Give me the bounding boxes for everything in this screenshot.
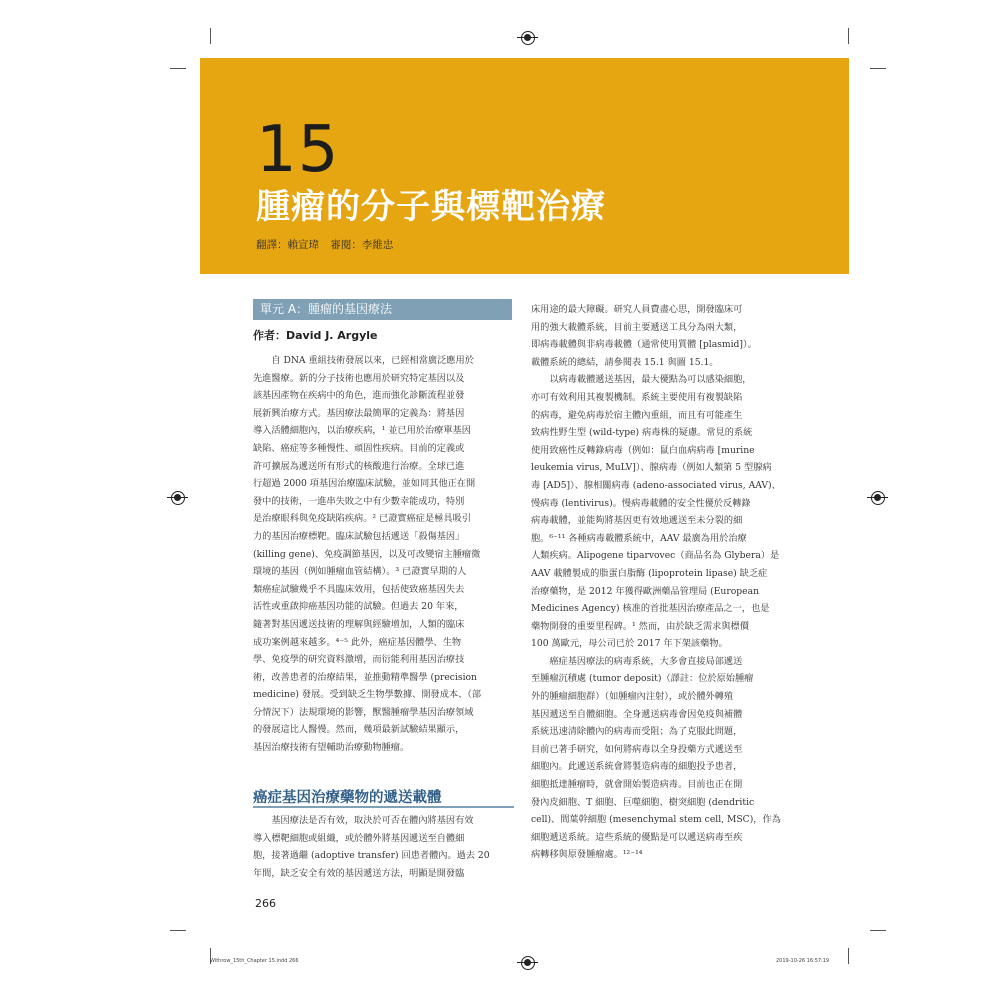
text-line: 人類疾病。Alipogene tiparvovec（商品名為 Glybera）是 [531, 550, 780, 562]
section-divider [253, 806, 514, 808]
author-line: 作者：David J. Argyle [253, 329, 378, 342]
text-line: (killing gene)、免疫調節基因，以及可改變宿主腫瘤微 [253, 548, 481, 560]
text-line: 許可擴展為遞送所有形式的核酸進行治療。全球已進 [253, 460, 465, 472]
text-line: 類癌症試驗幾乎不具臨床效用，包括使致癌基因失去 [253, 583, 465, 595]
text-line: 胞。⁶⁻¹¹ 各種病毒載體系統中，AAV 最廣為用於治療 [531, 532, 747, 544]
text-line: 缺陷、癌症等多種慢性、頑固性疾病。目前的定義或 [253, 442, 465, 454]
text-line: 藥物開發的重要里程碑。¹ 然而，由於缺乏需求與標價 [531, 620, 749, 632]
text-line: 細胞遞送系統。這些系統的優點是可以遞送病毒至疾 [531, 831, 743, 843]
chapter-credits [256, 237, 401, 252]
text-line: 該基因產物在疾病中的角色，進而強化診斷流程並發 [253, 390, 465, 402]
crop-mark-right-bottom [870, 930, 886, 931]
body-column-left [253, 352, 515, 757]
text-line: 學、免疫學的研究資料激增，而衍能利用基因治療技 [253, 654, 465, 666]
text-line: 細胞抵達腫瘤時，就會開始製造病毒。目前也正在開 [531, 779, 743, 791]
text-line: 治療藥物，是 2012 年獲得歐洲藥品管理局 (European [531, 585, 759, 597]
text-line: 環境的基因（例如腫瘤血管結構）。³ 已證實早期的人 [253, 566, 467, 578]
text-line: 隨著對基因遞送技術的理解與經驗增加，人類的臨床 [253, 618, 465, 630]
print-slug-date: 2019-10-26 16:57:19 [776, 958, 830, 964]
text-line: leukemia virus, MuLV]）、腺病毒（例如人類第 5 型腺病 [531, 462, 772, 474]
text-line: 慢病毒 (lentivirus)。慢病毒載體的安全性優於反轉錄 [531, 497, 751, 509]
text-line: 至腫瘤沉積處 (tumor deposit)（譯註：位於原始腫瘤 [531, 673, 754, 685]
text-line: 術，改善患者的治療結果，並推動精準醫學 (precision [253, 671, 477, 683]
text-line: 基因遞送至自體細胞。全身遞送病毒會因免疫與補體 [531, 708, 743, 720]
text-line: 外的腫瘤細胞群）（如腫瘤內注射），或於體外轉殖 [531, 691, 734, 703]
crop-mark-top-right [848, 28, 849, 44]
registration-mark-left [171, 491, 185, 505]
text-line: 即病毒載體與非病毒載體（通常使用質體 [plasmid]）。 [531, 339, 757, 351]
text-line: 行超過 2000 項基因治療臨床試驗，並如同其他正在開 [253, 478, 476, 490]
text-line: 目前已著手研究，如何將病毒以全身投藥方式遞送至 [531, 743, 743, 755]
text-line: 病轉移與原發腫瘤處。¹²⁻¹⁴ [531, 849, 643, 861]
text-line: 展新興治療方式。基因療法最簡單的定義為：將基因 [253, 407, 465, 419]
text-line: 使用致癌性反轉錄病毒（例如：鼠白血病病毒 [murine [531, 444, 755, 456]
text-line: 毒 [AD5]）、腺相關病毒 (adeno-associated virus, AAV)、 [531, 479, 781, 491]
text-line: Medicines Agency) 核准的首批基因治療產品之一，也是 [531, 603, 770, 615]
text-line: medicine) 發展。受到缺乏生物學數據、開發成本、（部 [253, 689, 482, 701]
text-line: 的發展這比人醫慢。然而，幾項最新試驗結果顯示， [253, 724, 465, 736]
text-line: 以病毒載體遞送基因，最大優點為可以感染細胞， [531, 374, 752, 386]
crop-mark-top-left [210, 28, 211, 44]
text-line: 活性或重啟抑癌基因功能的試驗。但過去 20 年來， [253, 601, 464, 613]
text-line: 先進醫療。新的分子技術也應用於研究特定基因以及 [253, 372, 465, 384]
text-line: 基因治療技術有望輔助治療動物腫瘤。 [253, 742, 410, 754]
text-line: 的病毒，避免病毒於宿主體內重組，而且有可能產生 [531, 409, 743, 421]
body-column-left-section [253, 812, 515, 882]
registration-mark-top [521, 31, 535, 45]
text-line: 年間，缺乏安全有效的基因遞送方法，明顯是開發臨 [253, 867, 465, 879]
text-line: 致病性野生型 (wild-type) 病毒株的疑慮。常見的系統 [531, 427, 753, 439]
section-heading: 癌症基因治療藥物的遞送載體 [253, 790, 442, 806]
chapter-number: 15 [256, 113, 340, 187]
body-column-right [531, 301, 799, 864]
text-line: 細胞內。此遞送系統會將製造病毒的細胞投予患者， [531, 761, 743, 773]
crop-mark-bottom-right [848, 948, 849, 964]
text-line: 成功案例越來越多。⁴⁻⁵ 此外，癌症基因體學、生物 [253, 636, 462, 648]
text-line: 導入活體細胞內，以治療疾病，¹ 並已用於治療單基因 [253, 425, 471, 437]
text-line: 用的強大載體系統，目前主要遞送工具分為兩大類， [531, 321, 743, 333]
text-line: 力的基因治療標靶。臨床試驗包括遞送「殺傷基因」 [253, 530, 465, 542]
page-number: 266 [255, 897, 276, 910]
text-line: 床用途的最大障礙。研究人員費盡心思，開發臨床可 [531, 304, 743, 315]
text-line: AAV 載體製成的脂蛋白脂酶 (lipoprotein lipase) 缺乏症 [531, 567, 768, 579]
text-line: 胞，接著過繼 (adoptive transfer) 回患者體內。過去 20 [253, 850, 490, 862]
text-line: 系統迅速清除體內的病毒而受阻；為了克服此問題， [531, 726, 743, 738]
text-line: 是治療眼科與免疫缺陷疾病。² 已證實癌症是極具吸引 [253, 513, 471, 525]
registration-mark-right [871, 491, 885, 505]
translator-credit: 翻譯：賴宣瑋 [256, 239, 319, 251]
text-line: 載體系統的總結，請參閱表 15.1 與圖 15.1。 [531, 356, 719, 368]
print-slug-file: Withrow_15th_Chapter 15.indd 266 [210, 958, 299, 964]
chapter-title: 腫瘤的分子與標靶治療 [256, 187, 606, 227]
text-line: 100 萬歐元，母公司已於 2017 年下架該藥物。 [531, 638, 728, 650]
reviewer-credit: 審閱：李維忠 [330, 239, 394, 251]
crop-mark-left-bottom [170, 930, 186, 931]
text-line: 亦可有效利用其複製機制。系統主要使用有複製缺陷 [531, 391, 743, 403]
text-line: cell)、間葉幹細胞 (mesenchymal stem cell, MSC)，作為 [531, 814, 781, 826]
text-line: 導入標靶細胞或組織，或於體外將基因遞送至自體細 [253, 832, 465, 844]
crop-mark-left-top [170, 68, 186, 69]
text-line: 發中的技術，一進串失敗之中有少數幸能成功，特別 [253, 495, 465, 507]
text-line: 分情況下）法規環境的影響，獸醫腫瘤學基因治療領域 [253, 706, 474, 718]
text-line: 自 DNA 重組技術發展以來，已經相當廣泛應用於 [253, 355, 474, 366]
text-line: 癌症基因療法的病毒系統，大多會直接局部遞送 [531, 655, 743, 667]
text-line: 基因療法是否有效，取決於可否在體內將基因有效 [253, 815, 474, 826]
crop-mark-right-top [870, 68, 886, 69]
text-line: 病毒載體，並能夠將基因更有效地遞送至未分裂的細 [531, 515, 743, 527]
text-line: 發內皮細胞、T 細胞、巨噬細胞、樹突細胞 (dendritic [531, 796, 755, 808]
registration-mark-bottom [521, 956, 535, 970]
unit-header: 單元 A：腫瘤的基因療法 [253, 299, 512, 320]
